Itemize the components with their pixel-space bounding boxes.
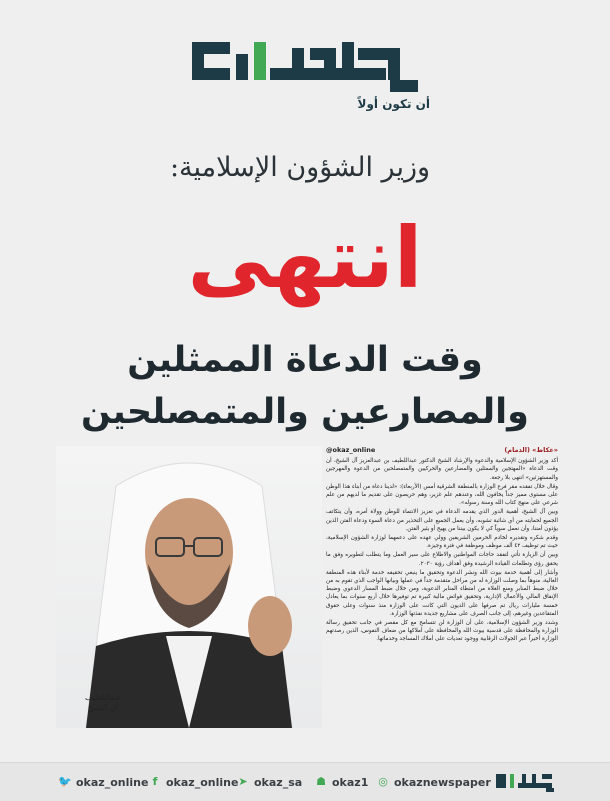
- snapchat-icon: ☗: [316, 775, 326, 788]
- twitter-icon: 🐦: [58, 775, 72, 788]
- instagram-handle: okaznewspaper: [394, 775, 491, 789]
- subheadline-line1: وقت الدعاة الممثلين: [127, 340, 483, 380]
- slogan: أن تكون أولاً: [357, 97, 430, 111]
- telegram-icon: ➤: [238, 775, 248, 788]
- byline-source: «عكاظ» (الدمام): [504, 446, 558, 454]
- twitter-handle: okaz_online: [76, 775, 149, 789]
- headline-kicker: وزير الشؤون الإسلامية:: [169, 152, 431, 183]
- telegram-handle: okaz_sa: [254, 775, 303, 789]
- article-paragraph: وشدد وزير الشؤون الإسلامية، على أن الوزارة لن تتسامح مع كل مقصر في جانب تحقيق رسالة الوزارة والمحافظة على قدسية بيوت الله والمحافظة على أملاكها من ضعاف النفوس، الذين رصدتهم الوزارة أخيراً عبر الجولات الرقابية ووجود تعديات على أملاك المساجد وخدماتها.: [326, 620, 558, 643]
- instagram-icon: ◎: [378, 775, 388, 788]
- facebook-handle: okaz_online: [166, 775, 239, 789]
- byline-handle: @okaz_online: [326, 446, 376, 454]
- footer-twitter[interactable]: [58, 775, 148, 789]
- footer-instagram[interactable]: [376, 775, 491, 789]
- article-paragraph: وأشار إلى أهمية خدمة بيوت الله ونشر الدعوة وتحقيق ما ينبغي تحقيقه خدمة لأبناء هذه المنطقة الغالية، منوهاً بما وصلت الوزارة له من مراحل متقدمة جداً في عملها وبيانها الواجب الذي تقوم به من خلال ضبط المنابر ومنع الغلاة من امتطاء المنابر الدعوية، ومن خلال ضبط المسار الدعوي وضبط الإنفاق المالي والأعمال الإدارية، وتحقيق فوائض مالية كبيرة تم توفيرها خلال أربع سنوات بما يعادل خمسة مليارات ريال تم صرفها على الديون التي كانت على الوزارة منذ سنوات وعلى حقوق المتقاعدين وغيرهم، إلى جانب الصرف على مشاريع جديدة نفذتها الوزارة.: [326, 569, 558, 617]
- minister-photo: [56, 446, 322, 728]
- footer-snapchat[interactable]: [314, 775, 368, 789]
- article-paragraph: وقال خلال تفقده مقر فرع الوزارة بالمنطقة الشرقية أمس (الأربعاء): «لدينا دعاة من أبناء هذا الوطن على مستوى مميز جداً يخافون الله، وعندهم علم غزير، وهم حريصون على تقديم ما لديهم من علم شرعي على منهج كتاب الله وسنة رسوله».: [326, 483, 558, 507]
- caption-line2: آل الشيخ: [88, 703, 118, 712]
- article-paragraph: وقدم شكره وتقديره لخادم الحرمين الشريفين وولي عهده على دعمهما لوزارة الشؤون الإسلامية، حيث تم توظيف ٤٢ ألف موظف وموظفة في فترة وجيزة.: [326, 535, 558, 550]
- article-paragraph: وبين أن الزيارة تأتي لتفقد حاجات المواطنين والاطلاع على سير العمل وما يتطلب لتطويره وفق ما يحقق رؤى وتطلعات القيادة الرشيدة وفق أهداف رؤية ٢٠٣٠.: [326, 552, 558, 567]
- photo-caption: [72, 693, 134, 713]
- snapchat-handle: okaz1: [332, 775, 369, 789]
- article-paragraph: وبين آل الشيخ، أهمية الدور الذي يقدمه الدعاة في تعزيز الانتماء للوطن وولاة أمره، وأن يتكاتف الجميع لحمايته من أي شائبة تشوبه، وأن يعمل الجميع على التحذير من دعاة السوء ودعاة الفتن الذين يؤذون أمننا، وأن نعمل سوياً كي لا يكون بيننا من يهيج أو يثير الفتن.: [326, 509, 558, 532]
- okaz-logo: [186, 34, 426, 96]
- caption-line1: عبداللطيف: [85, 693, 121, 702]
- social-footer: [0, 762, 610, 801]
- footer-facebook[interactable]: [148, 775, 238, 789]
- byline: [326, 446, 558, 454]
- portrait-illustration: [56, 446, 322, 728]
- subheadline-line2: والمصارعين والمتمصلحين: [81, 392, 529, 432]
- footer-telegram[interactable]: [236, 775, 302, 789]
- article-paragraph: أكد وزير الشؤون الإسلامية والدعوة والإرشاد الشيخ الدكتور عبداللطيف بن عبدالعزيز آل الشيخ، أن وقت الدعاة «المهتجين والممثلين والمصارعين والحركيين والمتمصلحين من الدعوة والمهرجين والمستهزئين» انتهى بلا رجعة.: [326, 458, 558, 481]
- article-body: [326, 446, 558, 746]
- facebook-icon: f: [152, 775, 158, 788]
- masthead: [0, 0, 610, 130]
- main-headline: انتهى: [187, 209, 423, 307]
- footer-okaz-logo: [494, 771, 556, 793]
